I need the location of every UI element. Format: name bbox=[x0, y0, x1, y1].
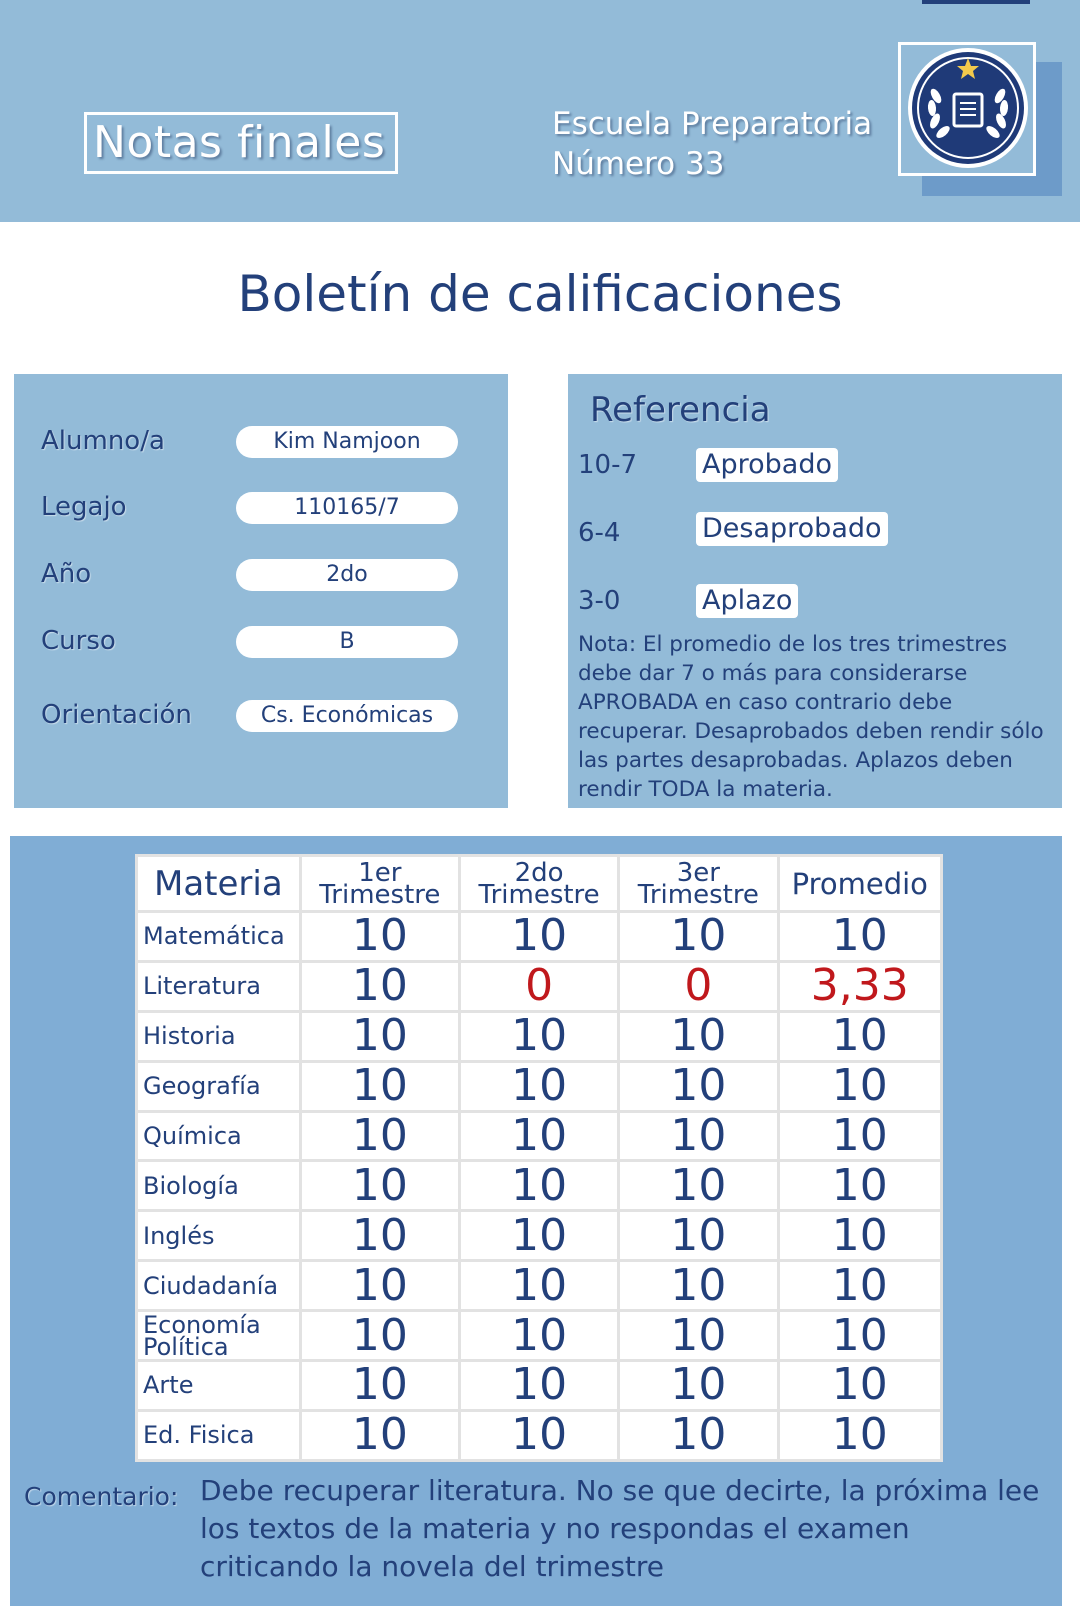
grade-cell: 10 bbox=[459, 1211, 618, 1261]
average-cell: 10 bbox=[778, 1311, 942, 1361]
grade-cell: 10 bbox=[619, 1111, 778, 1161]
subject-cell: Biología bbox=[137, 1161, 301, 1211]
course-label: Curso bbox=[41, 626, 116, 656]
grade-cell: 10 bbox=[459, 1111, 618, 1161]
average-cell: 10 bbox=[778, 1161, 942, 1211]
reference-range: 10-7 bbox=[578, 450, 638, 480]
reference-tag: Aprobado bbox=[696, 448, 838, 482]
grades-panel bbox=[10, 836, 1062, 1606]
header-term-2 bbox=[459, 856, 618, 912]
subject-cell: Geografía bbox=[137, 1061, 301, 1111]
grade-cell: 10 bbox=[459, 1061, 618, 1111]
table-row bbox=[137, 1261, 942, 1311]
failing-grade-cell: 0 bbox=[619, 961, 778, 1011]
header-term-3-line2: Trimestre bbox=[637, 879, 759, 910]
grade-cell: 10 bbox=[459, 1410, 618, 1460]
school-name bbox=[552, 104, 892, 184]
subject-cell-line1: Economía bbox=[143, 1310, 261, 1339]
subject-cell: Matemática bbox=[137, 912, 301, 962]
year-label: Año bbox=[41, 559, 92, 589]
legajo-label: Legajo bbox=[41, 492, 127, 522]
header-term-3 bbox=[619, 856, 778, 912]
reference-tag: Desaprobado bbox=[696, 512, 888, 546]
grade-cell: 10 bbox=[459, 1161, 618, 1211]
header-band bbox=[0, 0, 1080, 222]
comment-label: Comentario: bbox=[24, 1482, 179, 1511]
orientation-value: Cs. Económicas bbox=[236, 700, 458, 732]
grade-cell: 10 bbox=[300, 961, 459, 1011]
table-row bbox=[137, 1211, 942, 1261]
grade-cell: 10 bbox=[459, 1261, 618, 1311]
header-accent-tab bbox=[922, 0, 1030, 4]
grade-cell: 10 bbox=[300, 1161, 459, 1211]
grade-cell: 10 bbox=[619, 1410, 778, 1460]
subject-cell: Inglés bbox=[137, 1211, 301, 1261]
table-row bbox=[137, 1311, 942, 1361]
grade-cell: 10 bbox=[459, 912, 618, 962]
year-value: 2do bbox=[236, 559, 458, 591]
grade-cell: 10 bbox=[619, 1161, 778, 1211]
grade-cell: 10 bbox=[300, 1311, 459, 1361]
table-header-row bbox=[137, 856, 942, 912]
comment-text: Debe recuperar literatura. No se que decirte, la próxima lee los textos de la materia y no respondas el examen criticando la novela del trimestre bbox=[200, 1474, 1040, 1583]
average-cell: 10 bbox=[778, 1361, 942, 1411]
header-term-1 bbox=[300, 856, 459, 912]
subject-cell: Historia bbox=[137, 1011, 301, 1061]
subject-cell: Química bbox=[137, 1111, 301, 1161]
grade-cell: 10 bbox=[459, 1361, 618, 1411]
report-card-title: Boletín de calificaciones bbox=[237, 265, 843, 323]
grade-cell: 10 bbox=[300, 1061, 459, 1111]
grade-cell: 10 bbox=[619, 912, 778, 962]
reference-tag: Aplazo bbox=[696, 584, 798, 618]
subject-cell bbox=[137, 1311, 301, 1361]
average-cell: 10 bbox=[778, 1061, 942, 1111]
student-name-value: Kim Namjoon bbox=[236, 426, 458, 458]
school-seal-icon bbox=[906, 46, 1030, 170]
grade-cell: 10 bbox=[300, 1261, 459, 1311]
subject-cell-line2: Política bbox=[143, 1332, 229, 1361]
subject-cell: Literatura bbox=[137, 961, 301, 1011]
school-name-line2: Número 33 bbox=[552, 146, 725, 182]
reference-note: Nota: El promedio de los tres trimestres debe dar 7 o más para considerarse APROBADA en caso contrario debe recuperar. Desaprobados deben rendir sólo las partes desaprobadas. Aplazos deben rendir TODA la materia. bbox=[578, 632, 1044, 802]
average-cell: 10 bbox=[778, 1111, 942, 1161]
table-row bbox=[137, 961, 942, 1011]
table-row bbox=[137, 1361, 942, 1411]
header-term-2-line1: 2do bbox=[514, 857, 564, 888]
grade-cell: 10 bbox=[619, 1011, 778, 1061]
failing-grade-cell: 0 bbox=[459, 961, 618, 1011]
header-term-3-line1: 3er bbox=[676, 857, 720, 888]
reference-panel bbox=[568, 374, 1062, 808]
header-term-1-line2: Trimestre bbox=[319, 879, 441, 910]
table-row bbox=[137, 1410, 942, 1460]
grade-cell: 10 bbox=[619, 1061, 778, 1111]
grade-cell: 10 bbox=[300, 1361, 459, 1411]
grade-cell: 10 bbox=[459, 1011, 618, 1061]
grade-cell: 10 bbox=[300, 1111, 459, 1161]
grades-table bbox=[135, 854, 943, 1462]
table-row bbox=[137, 912, 942, 962]
reference-title: Referencia bbox=[590, 390, 771, 430]
table-row bbox=[137, 1011, 942, 1061]
average-cell: 10 bbox=[778, 1011, 942, 1061]
average-cell: 10 bbox=[778, 1410, 942, 1460]
grade-cell: 10 bbox=[300, 912, 459, 962]
student-name-label: Alumno/a bbox=[41, 426, 165, 456]
failing-average-cell: 3,33 bbox=[778, 961, 942, 1011]
average-cell: 10 bbox=[778, 912, 942, 962]
table-row bbox=[137, 1061, 942, 1111]
legajo-value: 110165/7 bbox=[236, 492, 458, 524]
table-row bbox=[137, 1111, 942, 1161]
header-average: Promedio bbox=[778, 856, 942, 912]
table-row bbox=[137, 1161, 942, 1211]
subject-cell: Arte bbox=[137, 1361, 301, 1411]
grade-cell: 10 bbox=[619, 1311, 778, 1361]
reference-range: 3-0 bbox=[578, 586, 621, 616]
student-info-panel bbox=[14, 374, 508, 808]
course-value: B bbox=[236, 626, 458, 658]
subject-cell: Ed. Fisica bbox=[137, 1410, 301, 1460]
header-subject: Materia bbox=[137, 856, 301, 912]
average-cell: 10 bbox=[778, 1211, 942, 1261]
grade-cell: 10 bbox=[300, 1011, 459, 1061]
grade-cell: 10 bbox=[619, 1211, 778, 1261]
average-cell: 10 bbox=[778, 1261, 942, 1311]
orientation-label: Orientación bbox=[41, 700, 192, 730]
school-name-line1: Escuela Preparatoria bbox=[552, 106, 873, 142]
header-term-1-line1: 1er bbox=[358, 857, 402, 888]
reference-range: 6-4 bbox=[578, 518, 621, 548]
grade-cell: 10 bbox=[619, 1261, 778, 1311]
header-term-2-line2: Trimestre bbox=[478, 879, 600, 910]
grade-cell: 10 bbox=[459, 1311, 618, 1361]
grade-cell: 10 bbox=[300, 1410, 459, 1460]
subject-cell: Ciudadanía bbox=[137, 1261, 301, 1311]
grade-cell: 10 bbox=[300, 1211, 459, 1261]
grade-cell: 10 bbox=[619, 1361, 778, 1411]
page-title: Notas finales bbox=[84, 112, 398, 174]
